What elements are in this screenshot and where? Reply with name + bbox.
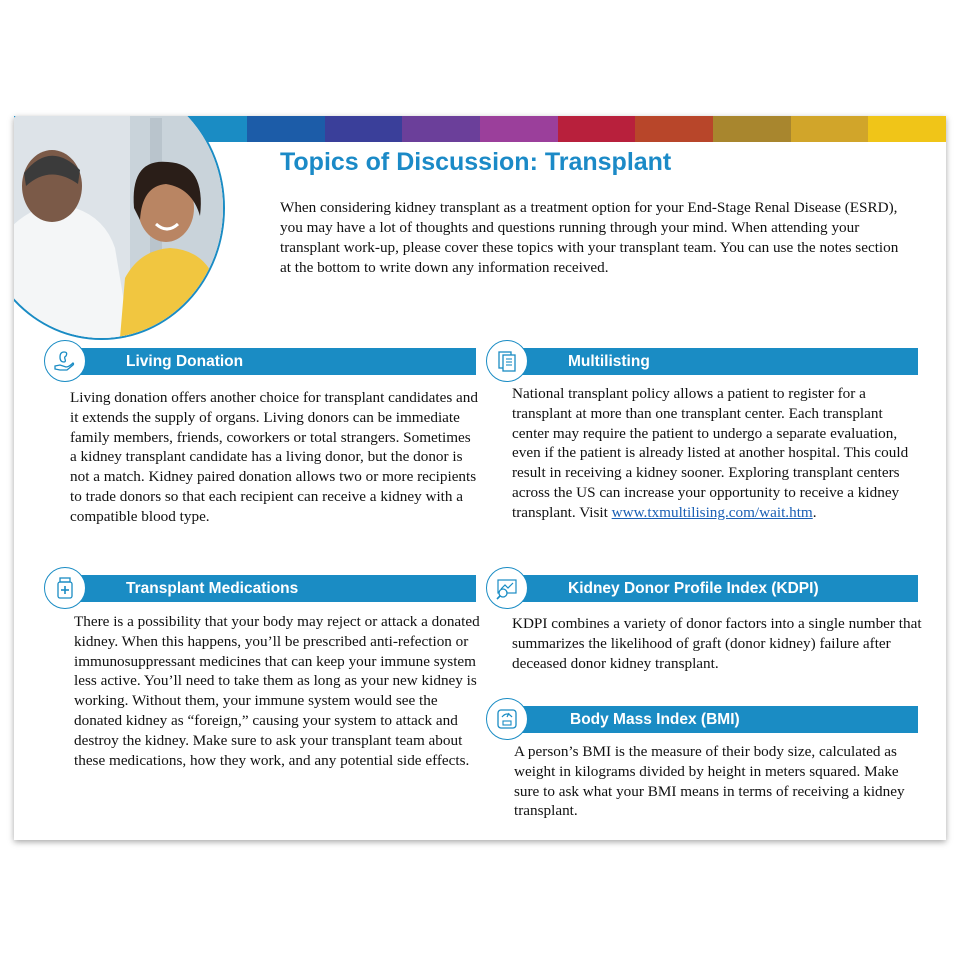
kdpi-heading: Kidney Donor Profile Index (KDPI)	[512, 575, 918, 602]
page-title: Topics of Discussion: Transplant	[280, 148, 672, 176]
multilisting-body: National transplant policy allows a patient to register for a transplant at more than one transplant center. Each transplant center may require the patient to undergo a separate evaluation, even if the patient is already listed at another hospital. This could result in receiving a kidney sooner. Exploring transplant centers across the US can increase your opportunity to receive a kidney transplant. Visit	[512, 385, 909, 521]
bmi-text: A person’s BMI is the measure of their body size, calculated as weight in kilograms divided by height in meters squared. Make sure to ask what your BMI means in terms of receiving a kidney transplant.	[514, 743, 905, 820]
multilisting-text	[512, 384, 922, 523]
scale-icon	[486, 698, 528, 740]
intro-paragraph: When considering kidney transplant as a treatment option for your End-Stage Renal Disease (ESRD), you may have a lot of thoughts and questions running through your mind. When attending your transplant work-up, please cover these topics with your transplant team. You can use the notes section at the bottom to write down any information received.	[280, 199, 899, 276]
chart-magnifier-icon	[486, 567, 528, 609]
hand-kidney-icon	[44, 340, 86, 382]
stripe-segment	[402, 116, 480, 142]
stripe-segment	[868, 116, 946, 142]
multilisting-period: .	[812, 503, 817, 521]
documents-icon	[486, 340, 528, 382]
stripe-segment	[635, 116, 713, 142]
bmi-heading: Body Mass Index (BMI)	[514, 706, 918, 733]
multilisting-heading: Multilisting	[512, 348, 918, 375]
stripe-segment	[558, 116, 636, 142]
stripe-segment	[247, 116, 325, 142]
document-page	[14, 116, 946, 840]
doctor-patient-photo	[14, 116, 225, 340]
stripe-segment	[480, 116, 558, 142]
stripe-segment	[791, 116, 869, 142]
living-donation-heading: Living Donation	[70, 348, 476, 375]
stripe-segment	[713, 116, 791, 142]
living-donation-text: Living donation offers another choice for transplant candidates and it extends the supply of organs. Living donors can be immediate family members, friends, coworkers or total strangers. Sometimes a kidney transplant candidate has a living donor, but the donor is not a match. Kidney paired donation allows two or more recipients to trade donors so that each recipient can receive a kidney with a compatible blood type.	[70, 389, 478, 525]
multilisting-link[interactable]: www.txmultilising.com/wait.htm	[611, 503, 813, 521]
transplant-medications-text: There is a possibility that your body may reject or attack a donated kidney. When this happens, you’ll be prescribed anti-refection or immunosuppressant medicines that can keep your immune system less active. You’ll need to take them as long as your new kidney is working. Without them, your immune system would see the donated kidney as “foreign,” causing your system to attack and destroy the kidney. Make sure to ask your transplant team about these medications, how they work, and any potential side effects.	[74, 613, 480, 769]
pill-bottle-icon	[44, 567, 86, 609]
stripe-segment	[325, 116, 403, 142]
kdpi-text: KDPI combines a variety of donor factors into a single number that summarizes the likelihood of graft (donor kidney) failure after deceased donor kidney transplant.	[512, 615, 922, 672]
transplant-medications-heading: Transplant Medications	[70, 575, 476, 602]
